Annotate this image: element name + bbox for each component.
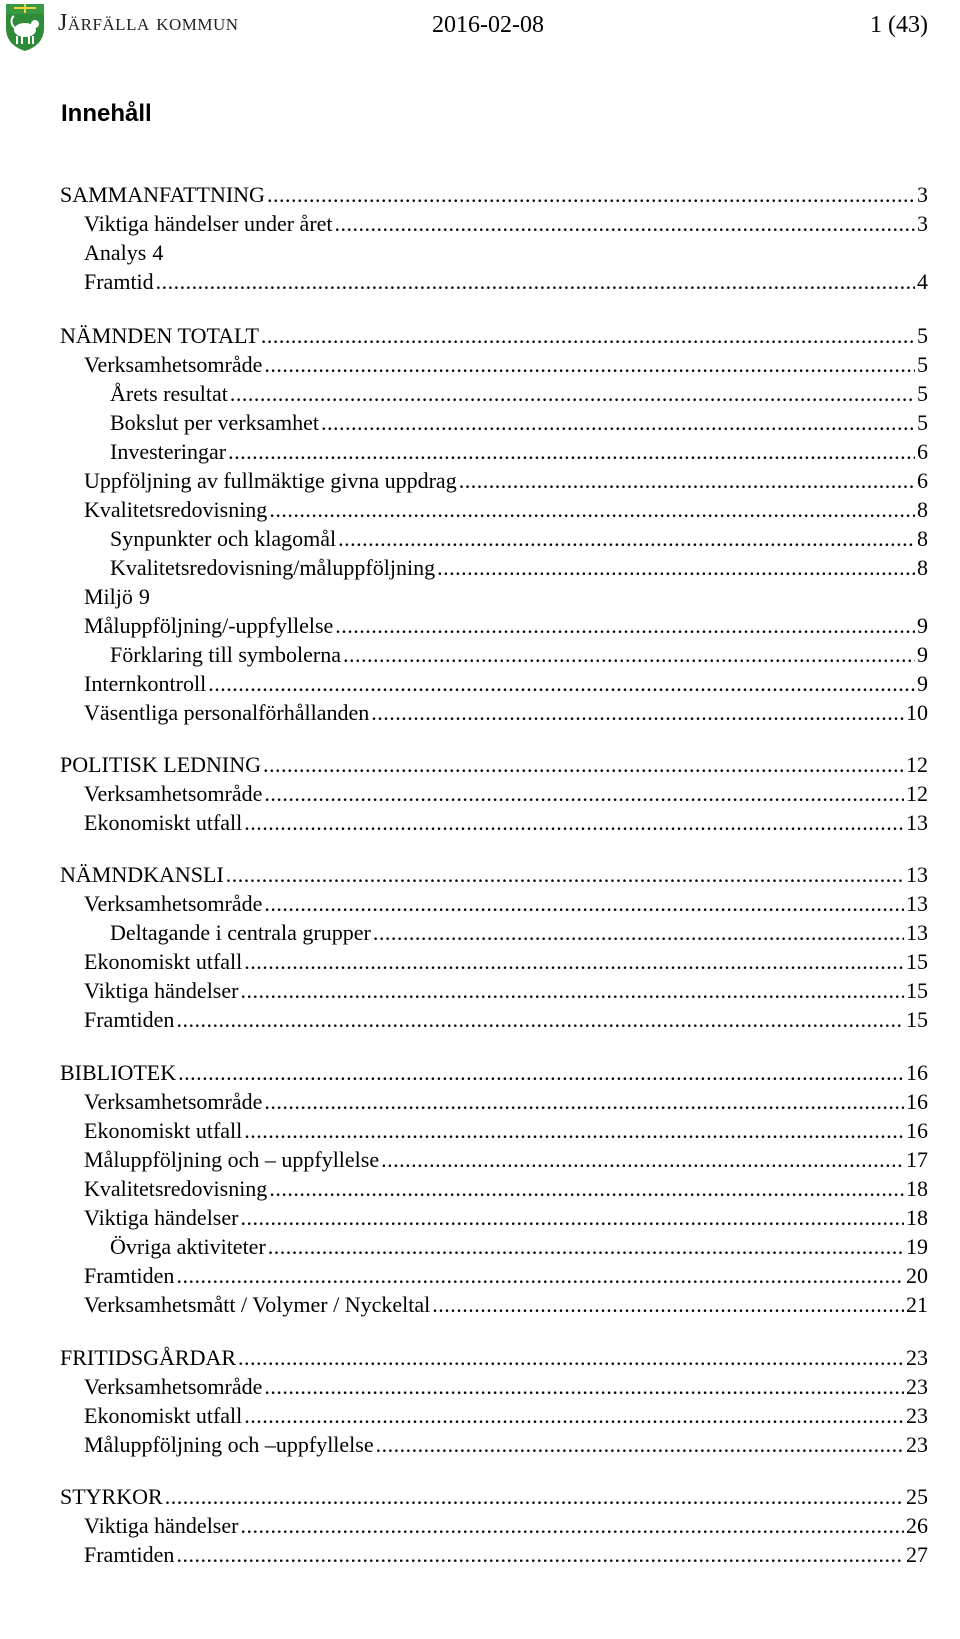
toc-entry[interactable] — [0, 860, 960, 890]
toc-entry-page-number: 8 — [917, 526, 928, 551]
toc-entry-page-number: 13 — [906, 810, 928, 835]
dot-leader — [432, 1290, 904, 1320]
toc-entry[interactable] — [0, 1261, 960, 1291]
toc-entry-page-number: 9 — [917, 613, 928, 638]
dot-leader — [261, 321, 915, 351]
toc-entry-page-number: 17 — [906, 1147, 928, 1172]
page-number: 1 (43) — [870, 12, 928, 38]
toc-entry[interactable] — [0, 1372, 960, 1402]
page-header — [0, 0, 960, 60]
toc-entry-label: BIBLIOTEK — [60, 1060, 177, 1085]
dot-leader — [244, 808, 904, 838]
toc-entry-label: Viktiga händelser — [84, 1513, 239, 1538]
toc-entry-label: Måluppföljning och – uppfyllelse — [84, 1147, 380, 1172]
toc-entry-page-number: 23 — [906, 1403, 928, 1428]
toc-entry[interactable] — [0, 1290, 960, 1320]
toc-entry-label: Måluppföljning och –uppfyllelse — [84, 1432, 374, 1457]
toc-entry[interactable] — [0, 918, 960, 948]
toc-entry-page-number: 13 — [906, 891, 928, 916]
toc-entry[interactable] — [0, 267, 960, 297]
dot-leader — [459, 466, 915, 496]
toc-entry-page-number: 23 — [906, 1432, 928, 1457]
toc-entry-label: Verksamhetsområde — [84, 1089, 263, 1114]
toc-entry[interactable] — [0, 640, 960, 670]
toc-entry-page-number: 12 — [906, 781, 928, 806]
toc-entry-label: Verksamhetsområde — [84, 781, 263, 806]
toc-entry-page-number: 19 — [906, 1234, 928, 1259]
toc-entry-label: NÄMNDKANSLI — [60, 862, 224, 887]
toc-entry-page-number: 5 — [917, 410, 928, 435]
dot-leader — [335, 611, 915, 641]
organization-name: Järfälla kommun — [58, 10, 239, 36]
toc-entry[interactable] — [0, 889, 960, 919]
toc-entry-page-number: 16 — [906, 1118, 928, 1143]
dot-leader — [244, 1401, 904, 1431]
toc-entry[interactable] — [0, 524, 960, 554]
toc-entry-label: Viktiga händelser — [84, 978, 239, 1003]
toc-entry-label: Väsentliga personalförhållanden — [84, 700, 370, 725]
dot-leader — [176, 1261, 904, 1291]
toc-entry-label: Analys — [84, 240, 147, 265]
toc-entry[interactable] — [0, 1401, 960, 1431]
toc-entry-page-number: 3 — [917, 211, 928, 236]
toc-entry[interactable] — [0, 321, 960, 351]
toc-entry-page-number: 8 — [917, 555, 928, 580]
dot-leader — [208, 669, 915, 699]
toc-entry-label: Måluppföljning/-uppfyllelse — [84, 613, 334, 638]
toc-entry-label: Framtiden — [84, 1263, 175, 1288]
toc-entry-page-number: 4 — [917, 269, 928, 294]
dot-leader — [264, 889, 904, 919]
toc-entry-label: Framtiden — [84, 1542, 175, 1567]
toc-entry-label: Internkontroll — [84, 671, 207, 696]
toc-entry-page-number: 6 — [917, 468, 928, 493]
toc-entry[interactable] — [0, 1058, 960, 1088]
toc-entry-label: Ekonomiskt utfall — [84, 1403, 243, 1428]
toc-entry-page-number: 26 — [906, 1513, 928, 1538]
toc-entry-label: Verksamhetsområde — [84, 352, 263, 377]
toc-entry-label: Övriga aktiviteter — [110, 1234, 266, 1259]
dot-leader — [226, 860, 904, 890]
toc-entry-page-number: 18 — [906, 1176, 928, 1201]
toc-entry[interactable] — [0, 495, 960, 525]
toc-entry[interactable] — [0, 1511, 960, 1541]
toc-entry-page-number: 9 — [917, 671, 928, 696]
toc-entry[interactable] — [0, 808, 960, 838]
toc-entry[interactable] — [0, 1116, 960, 1146]
toc-entry-page-number: 23 — [906, 1345, 928, 1370]
toc-entry-label: Verksamhetsområde — [84, 891, 263, 916]
jarfalla-coat-of-arms-logo — [4, 2, 46, 52]
dot-leader — [264, 1372, 904, 1402]
toc-entry-page-number: 13 — [906, 862, 928, 887]
toc-entry-page-number: 9 — [138, 584, 150, 609]
toc-entry[interactable] — [0, 1430, 960, 1460]
dot-leader — [264, 779, 904, 809]
toc-entry[interactable] — [0, 976, 960, 1006]
dot-leader — [264, 350, 915, 380]
toc-entry-page-number: 5 — [917, 323, 928, 348]
toc-entry[interactable] — [0, 553, 960, 583]
toc-entry[interactable] — [0, 1232, 960, 1262]
dot-leader — [240, 976, 904, 1006]
toc-entry-page-number: 4 — [152, 240, 164, 265]
toc-entry[interactable] — [0, 1482, 960, 1512]
toc-entry-page-number: 23 — [906, 1374, 928, 1399]
toc-entry-label: Ekonomiskt utfall — [84, 1118, 243, 1143]
toc-entry-label: Årets resultat — [110, 381, 228, 406]
toc-entry-page-number: 25 — [906, 1484, 928, 1509]
dot-leader — [376, 1430, 904, 1460]
toc-entry-label: Viktiga händelser under året — [84, 211, 333, 236]
dot-leader — [371, 698, 904, 728]
toc-entry-label: FRITIDSGÅRDAR — [60, 1345, 237, 1370]
dot-leader — [269, 1174, 904, 1204]
toc-entry-label: Framtiden — [84, 1007, 175, 1032]
toc-entry[interactable] — [0, 582, 960, 612]
toc-entry-label: Bokslut per verksamhet — [110, 410, 319, 435]
toc-entry-page-number: 13 — [906, 920, 928, 945]
dot-leader — [268, 1232, 904, 1262]
toc-entry-page-number: 10 — [906, 700, 928, 725]
toc-entry-label: Förklaring till symbolerna — [110, 642, 341, 667]
dot-leader — [338, 524, 915, 554]
dot-leader — [176, 1005, 904, 1035]
dot-leader — [176, 1540, 904, 1570]
dot-leader — [240, 1511, 904, 1541]
toc-entry[interactable] — [0, 750, 960, 780]
toc-entry[interactable] — [0, 698, 960, 728]
dot-leader — [267, 180, 915, 210]
toc-entry-label: Framtid — [84, 269, 154, 294]
toc-entry-page-number: 18 — [906, 1205, 928, 1230]
dot-leader — [240, 1203, 904, 1233]
toc-entry-page-number: 12 — [906, 752, 928, 777]
toc-entry-label: SAMMANFATTNING — [60, 182, 265, 207]
dot-leader — [343, 640, 915, 670]
toc-entry[interactable] — [0, 1174, 960, 1204]
dot-leader — [244, 947, 904, 977]
toc-entry-page-number: 15 — [906, 1007, 928, 1032]
dot-leader — [321, 408, 915, 438]
toc-entry-label: Verksamhetsmått / Volymer / Nyckeltal — [84, 1292, 431, 1317]
toc-entry-label: Verksamhetsområde — [84, 1374, 263, 1399]
toc-entry-page-number: 16 — [906, 1060, 928, 1085]
toc-entry-page-number: 20 — [906, 1263, 928, 1288]
toc-entry-label: Kvalitetsredovisning/måluppföljning — [110, 555, 436, 580]
toc-entry[interactable] — [0, 437, 960, 467]
toc-entry-page-number: 8 — [917, 497, 928, 522]
toc-entry[interactable] — [0, 1540, 960, 1570]
toc-entry-label: Uppföljning av fullmäktige givna uppdrag — [84, 468, 457, 493]
dot-leader — [335, 209, 915, 239]
dot-leader — [437, 553, 915, 583]
dot-leader — [228, 437, 915, 467]
dot-leader — [178, 1058, 904, 1088]
toc-entry-label: POLITISK LEDNING — [60, 752, 262, 777]
toc-entry[interactable] — [0, 466, 960, 496]
toc-entry[interactable] — [0, 779, 960, 809]
toc-entry[interactable] — [0, 1145, 960, 1175]
toc-entry[interactable] — [0, 350, 960, 380]
toc-entry-label: Kvalitetsredovisning — [84, 497, 268, 522]
dot-leader — [238, 1343, 904, 1373]
dot-leader — [156, 267, 915, 297]
dot-leader — [165, 1482, 904, 1512]
dot-leader — [244, 1116, 904, 1146]
toc-entry[interactable] — [0, 611, 960, 641]
toc-entry-page-number: 27 — [906, 1542, 928, 1567]
dot-leader — [381, 1145, 904, 1175]
toc-entry-page-number: 5 — [917, 381, 928, 406]
toc-entry-page-number: 5 — [917, 352, 928, 377]
dot-leader — [263, 750, 904, 780]
toc-entry-page-number: 9 — [917, 642, 928, 667]
toc-entry-page-number: 3 — [917, 182, 928, 207]
dot-leader — [269, 495, 915, 525]
dot-leader — [230, 379, 915, 409]
toc-entry[interactable] — [0, 408, 960, 438]
toc-entry-page-number: 21 — [906, 1292, 928, 1317]
toc-entry-label: Deltagande i centrala grupper — [110, 920, 371, 945]
toc-entry-label: Kvalitetsredovisning — [84, 1176, 268, 1201]
toc-entry-label: Ekonomiskt utfall — [84, 810, 243, 835]
toc-entry-label: Viktiga händelser — [84, 1205, 239, 1230]
toc-entry-page-number: 15 — [906, 949, 928, 974]
toc-entry[interactable] — [0, 947, 960, 977]
toc-entry-page-number: 6 — [917, 439, 928, 464]
toc-entry[interactable] — [0, 379, 960, 409]
toc-heading: Innehåll — [61, 100, 152, 127]
toc-entry[interactable] — [0, 180, 960, 210]
toc-entry-label: Synpunkter och klagomål — [110, 526, 337, 551]
toc-entry[interactable] — [0, 669, 960, 699]
toc-entry[interactable] — [0, 1203, 960, 1233]
toc-entry-page-number: 16 — [906, 1089, 928, 1114]
toc-entry-label: NÄMNDEN TOTALT — [60, 323, 259, 348]
toc-entry[interactable] — [0, 1343, 960, 1373]
toc-entry-page-number: 15 — [906, 978, 928, 1003]
toc-entry-label: Miljö — [84, 584, 133, 609]
toc-entry[interactable] — [0, 238, 960, 268]
toc-entry[interactable] — [0, 1087, 960, 1117]
toc-entry[interactable] — [0, 209, 960, 239]
toc-entry-label: Ekonomiskt utfall — [84, 949, 243, 974]
toc-entry-label: STYRKOR — [60, 1484, 163, 1509]
document-date: 2016-02-08 — [432, 12, 544, 38]
toc-entry-label: Investeringar — [110, 439, 227, 464]
dot-leader — [373, 918, 904, 948]
dot-leader — [264, 1087, 904, 1117]
toc-entry[interactable] — [0, 1005, 960, 1035]
